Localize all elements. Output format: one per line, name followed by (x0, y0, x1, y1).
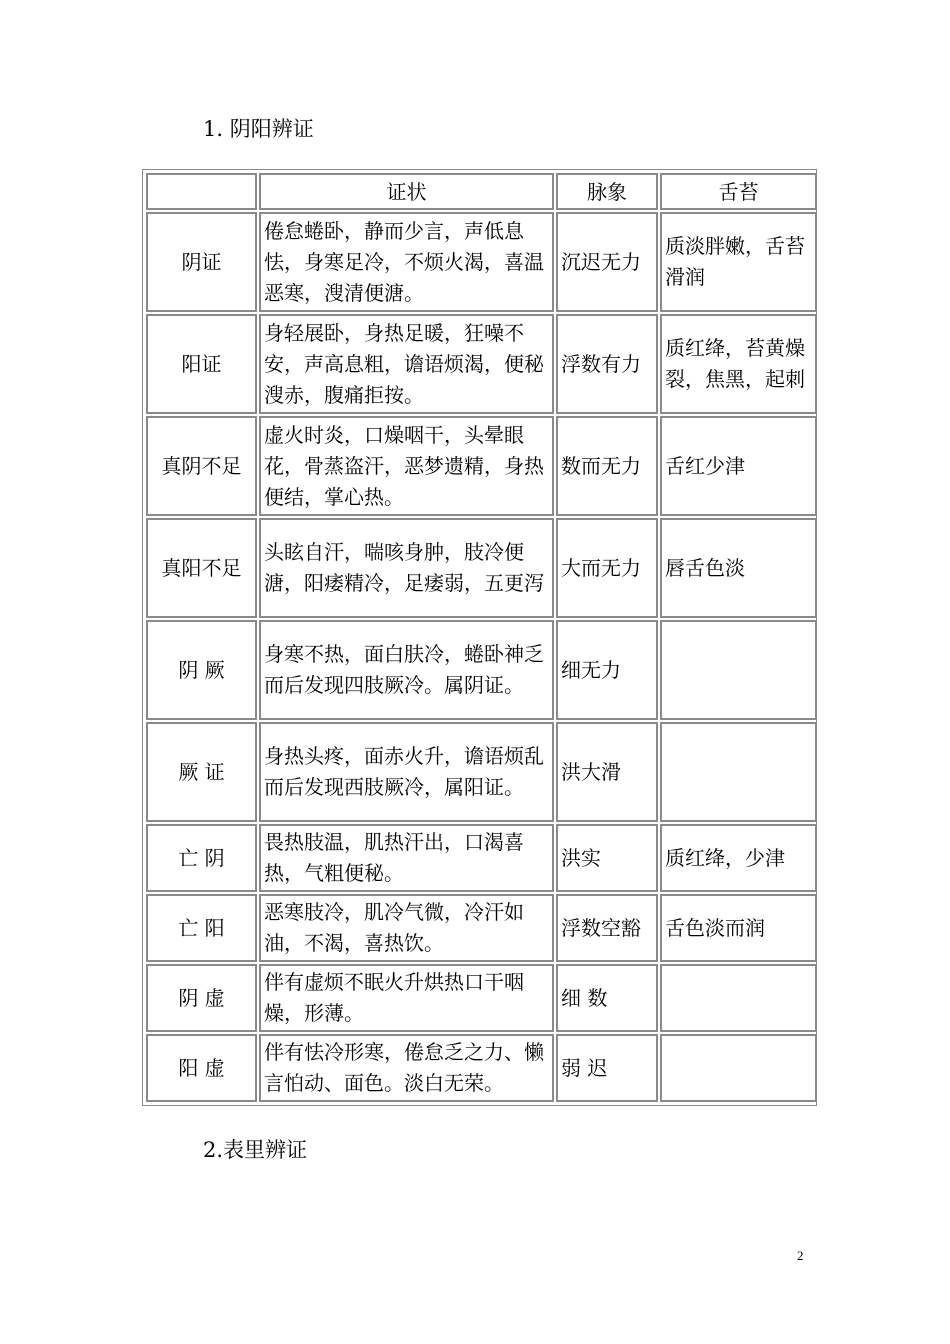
section-heading-exterior-interior: 2.表里辨证 (203, 1138, 308, 1162)
tongue-cell (660, 722, 817, 822)
symptoms-cell: 身寒不热，面白肤冷，蜷卧神乏而后发现四肢厥冷。属阴证。 (259, 620, 554, 720)
section-heading-yin-yang: 1. 阴阳辨证 (203, 117, 314, 141)
page-number: 2 (797, 1248, 804, 1263)
symptoms-cell: 恶寒肢冷，肌冷气微，冷汗如油，不渴，喜热饮。 (259, 894, 554, 962)
pulse-cell: 浮数空豁 (556, 894, 658, 962)
symptoms-cell: 头眩自汗，喘咳身肿，肢冷便溏，阳痿精冷，足痿弱，五更泻 (259, 518, 554, 618)
header-cell-tongue: 舌苔 (660, 173, 817, 210)
yin-yang-table (142, 169, 817, 1106)
symptoms-cell: 倦怠蜷卧，静而少言，声低息怯，身寒足冷，不烦火渴，喜温恶寒，溲清便溏。 (259, 212, 554, 312)
header-cell-pulse: 脉象 (556, 173, 658, 210)
syndrome-name-cell: 阴证 (146, 212, 257, 312)
tongue-cell: 唇舌色淡 (660, 518, 817, 618)
tongue-cell: 质淡胖嫩，舌苔滑润 (660, 212, 817, 312)
pulse-cell: 细无力 (556, 620, 658, 720)
table-row (146, 314, 817, 414)
syndrome-name-cell: 厥 证 (146, 722, 257, 822)
syndrome-name-cell: 阳证 (146, 314, 257, 414)
table-row (146, 416, 817, 516)
syndrome-name-cell: 阴 虚 (146, 964, 257, 1032)
table-row (146, 620, 817, 720)
table-row (146, 212, 817, 312)
syndrome-name-cell: 亡 阳 (146, 894, 257, 962)
table-row (146, 722, 817, 822)
symptoms-cell: 身热头疼，面赤火升，谵语烦乱而后发现西肢厥冷，属阳证。 (259, 722, 554, 822)
tongue-cell (660, 1034, 817, 1102)
pulse-cell: 洪大滑 (556, 722, 658, 822)
symptoms-cell: 畏热肢温，肌热汗出，口渴喜热，气粗便秘。 (259, 824, 554, 892)
table-row (146, 518, 817, 618)
table-row (146, 824, 817, 892)
syndrome-name-cell: 阴 厥 (146, 620, 257, 720)
tongue-cell: 舌色淡而润 (660, 894, 817, 962)
tongue-cell: 舌红少津 (660, 416, 817, 516)
symptoms-cell: 伴有怯冷形寒，倦怠乏之力、懒言怕动、面色。淡白无荣。 (259, 1034, 554, 1102)
pulse-cell: 数而无力 (556, 416, 658, 516)
symptoms-cell: 伴有虚烦不眠火升烘热口干咽燥，形薄。 (259, 964, 554, 1032)
syndrome-table (144, 171, 819, 1104)
syndrome-name-cell: 阳 虚 (146, 1034, 257, 1102)
table-row (146, 894, 817, 962)
tongue-cell (660, 964, 817, 1032)
pulse-cell: 大而无力 (556, 518, 658, 618)
syndrome-name-cell: 真阳不足 (146, 518, 257, 618)
tongue-cell: 质红绛，少津 (660, 824, 817, 892)
pulse-cell: 洪实 (556, 824, 658, 892)
pulse-cell: 弱 迟 (556, 1034, 658, 1102)
tongue-cell (660, 620, 817, 720)
syndrome-name-cell: 亡 阴 (146, 824, 257, 892)
table-row (146, 964, 817, 1032)
header-cell-empty (146, 173, 257, 210)
pulse-cell: 沉迟无力 (556, 212, 658, 312)
pulse-cell: 细 数 (556, 964, 658, 1032)
symptoms-cell: 虚火时炎，口燥咽干，头晕眼花，骨蒸盗汗，恶梦遗精，身热便结，掌心热。 (259, 416, 554, 516)
table-header-row (146, 173, 817, 210)
pulse-cell: 浮数有力 (556, 314, 658, 414)
symptoms-cell: 身轻展卧，身热足暖，狂噪不安，声高息粗，谵语烦渴，便秘溲赤，腹痛拒按。 (259, 314, 554, 414)
tongue-cell: 质红绛，苔黄燥裂，焦黑，起刺 (660, 314, 817, 414)
header-cell-symptoms: 证状 (259, 173, 554, 210)
syndrome-name-cell: 真阴不足 (146, 416, 257, 516)
table-row (146, 1034, 817, 1102)
